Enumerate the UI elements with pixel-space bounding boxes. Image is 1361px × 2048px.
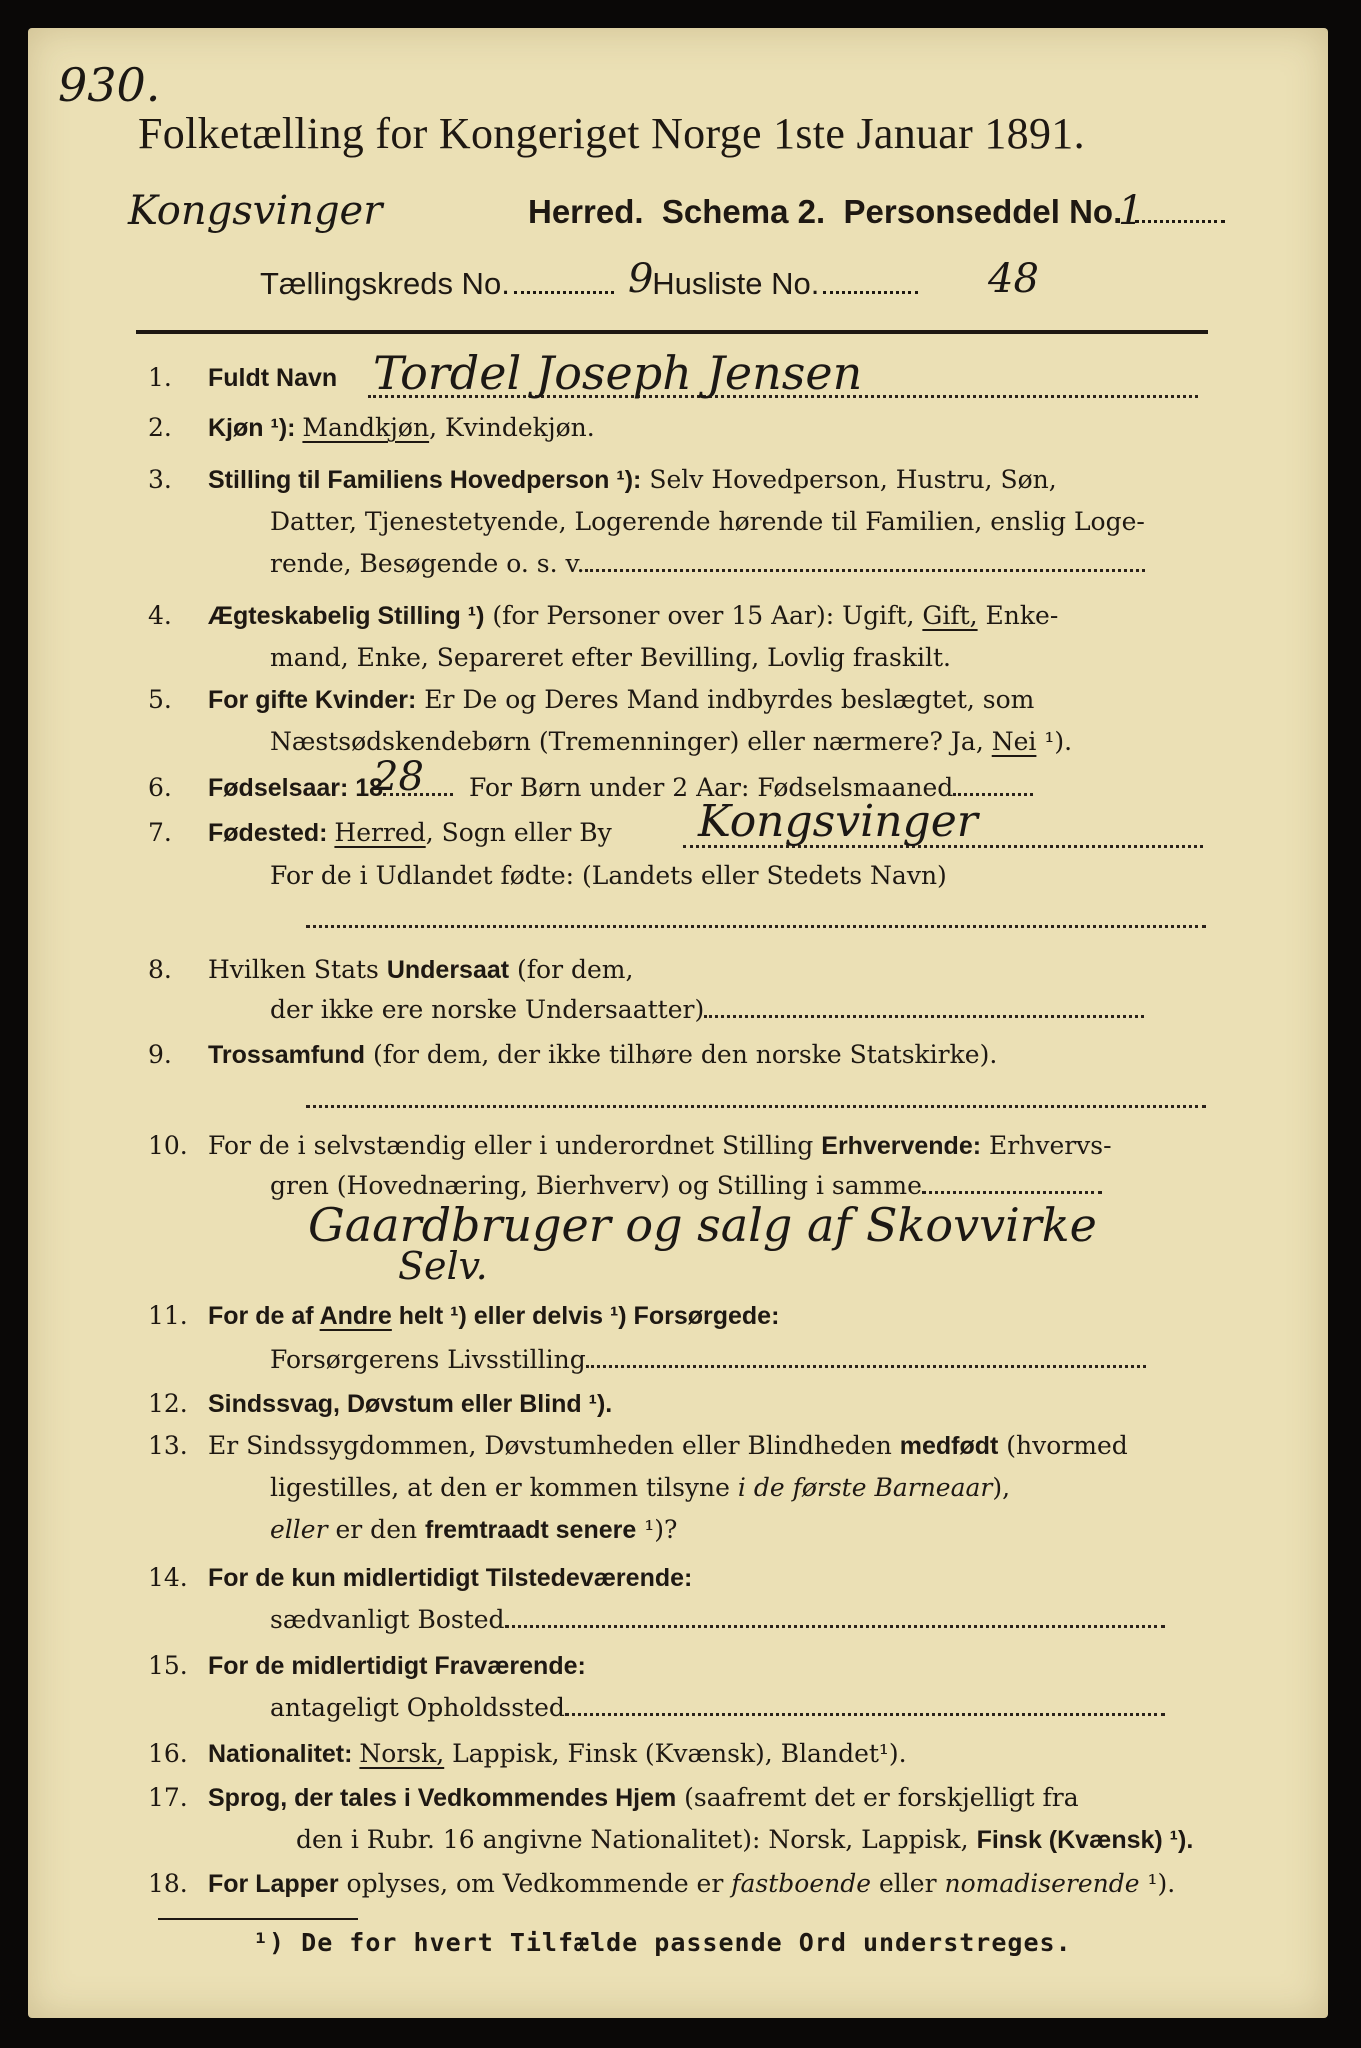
- field-4: 4. Ægteskabelig Stilling ¹) (for Personer over 15 Aar): Ugift, Gift, Enke-: [148, 601, 1059, 630]
- field-17: 17. Sprog, der tales i Vedkommendes Hjem (saafremt det er forskjelligt fra: [148, 1783, 1079, 1812]
- field-10-answer-line1: Gaardbruger og salg af Skovvirke: [308, 1198, 1097, 1252]
- schema-label: Schema 2.: [661, 193, 826, 230]
- field-17-line2: den i Rubr. 16 angivne Nationalitet): Norsk, Lappisk, Finsk (Kvænsk) ¹).: [296, 1825, 1194, 1854]
- field-1-answer: Tordel Joseph Jensen: [373, 346, 863, 400]
- tellingskreds-number: 9: [628, 256, 654, 302]
- krets-row: [260, 266, 922, 302]
- field-15-line2: antageligt Opholdssted: [270, 1688, 1165, 1728]
- census-form-sheet: [28, 28, 1328, 2018]
- husliste-number: 48: [988, 256, 1039, 302]
- field-16: 16. Nationalitet: Norsk, Lappisk, Finsk (Kvænsk), Blandet¹).: [148, 1739, 907, 1768]
- field-10-line2: gren (Hovednæring, Bierhverv) og Stilling i samme: [270, 1166, 1102, 1206]
- field-8-line2: der ikke ere norske Undersaatter): [270, 990, 1144, 1030]
- field-3-line3: rende, Besøgende o. s. v.: [270, 544, 1145, 584]
- field-5-line2: Næstsødskendebørn (Tremenninger) eller nærmere? Ja, Nei ¹).: [270, 727, 1073, 756]
- field-7: 7. Fødested: Herred, Sogn eller By: [148, 818, 612, 847]
- field-15: 15. For de midlertidigt Fraværende:: [148, 1651, 586, 1680]
- field-13: 13. Er Sindssygdommen, Døvstumheden eller Blindheden medfødt (hvormed: [148, 1431, 1128, 1460]
- field-11: 11. For de af Andre helt ¹) eller delvis ¹) Forsørgede:: [148, 1301, 780, 1330]
- footnote-rule: [158, 1918, 358, 1920]
- field-10-answer-line2: Selv.: [398, 1244, 488, 1288]
- page-number: 930.: [58, 58, 161, 112]
- field-18: 18. For Lapper oplyses, om Vedkommende er fastboende eller nomadiserende ¹).: [148, 1869, 1176, 1898]
- footnote: ¹) De for hvert Tilfælde passende Ord understreges.: [253, 1928, 1072, 1957]
- husliste-label: Husliste No.: [652, 266, 820, 301]
- field-13-line2: ligestilles, at den er kommen tilsyne i de første Barneaar),: [270, 1473, 1011, 1502]
- herred-label: Herred.: [528, 193, 644, 230]
- field-11-line2: Forsørgerens Livsstilling: [270, 1340, 1146, 1380]
- field-6-answer: 28: [373, 754, 424, 800]
- field-8: 8. Hvilken Stats Undersaat (for dem,: [148, 955, 634, 984]
- field-9: 9. Trossamfund (for dem, der ikke tilhøre den norske Statskirke).: [148, 1040, 998, 1069]
- field-6: 6. Fødselsaar: 18 For Børn under 2 Aar: Fødselsmaaned: [148, 768, 1033, 808]
- field-13-line3: eller er den fremtraadt senere ¹)?: [270, 1515, 678, 1544]
- field-7-line2: For de i Udlandet fødte: (Landets eller Stedets Navn): [270, 861, 947, 890]
- field-1: 1. Fuldt Navn: [148, 363, 338, 392]
- personseddel-label: Personseddel No.: [843, 193, 1123, 230]
- field-10: 10. For de i selvstændig eller i underordnet Stilling Erhvervende: Erhvervs-: [148, 1131, 1112, 1160]
- field-12: 12. Sindssvag, Døvstum eller Blind ¹).: [148, 1389, 613, 1418]
- header-rule: [136, 330, 1208, 334]
- field-14-line2: sædvanligt Bosted: [270, 1600, 1165, 1640]
- field-7-answer: Kongsvinger: [698, 796, 978, 847]
- field-14: 14. For de kun midlertidigt Tilstedeværende:: [148, 1563, 693, 1592]
- field-4-line2: mand, Enke, Separeret efter Bevilling, Lovlig fraskilt.: [270, 643, 951, 672]
- field-3: 3. Stilling til Familiens Hovedperson ¹): Selv Hovedperson, Hustru, Søn,: [148, 465, 1057, 494]
- field-5: 5. For gifte Kvinder: Er De og Deres Mand indbyrdes beslægtet, som: [148, 685, 1035, 714]
- field-2: 2. Kjøn ¹): Mandkjøn, Kvindekjøn.: [148, 413, 595, 442]
- personseddel-number: 1: [1118, 188, 1144, 234]
- form-title: Folketælling for Kongeriget Norge 1ste Januar 1891.: [138, 109, 1085, 158]
- herred-handwritten: Kongsvinger: [128, 188, 383, 234]
- field-3-line2: Datter, Tjenestetyende, Logerende hørende til Familien, enslig Loge-: [270, 507, 1145, 536]
- tellingskreds-label: Tællingskreds No.: [260, 266, 510, 301]
